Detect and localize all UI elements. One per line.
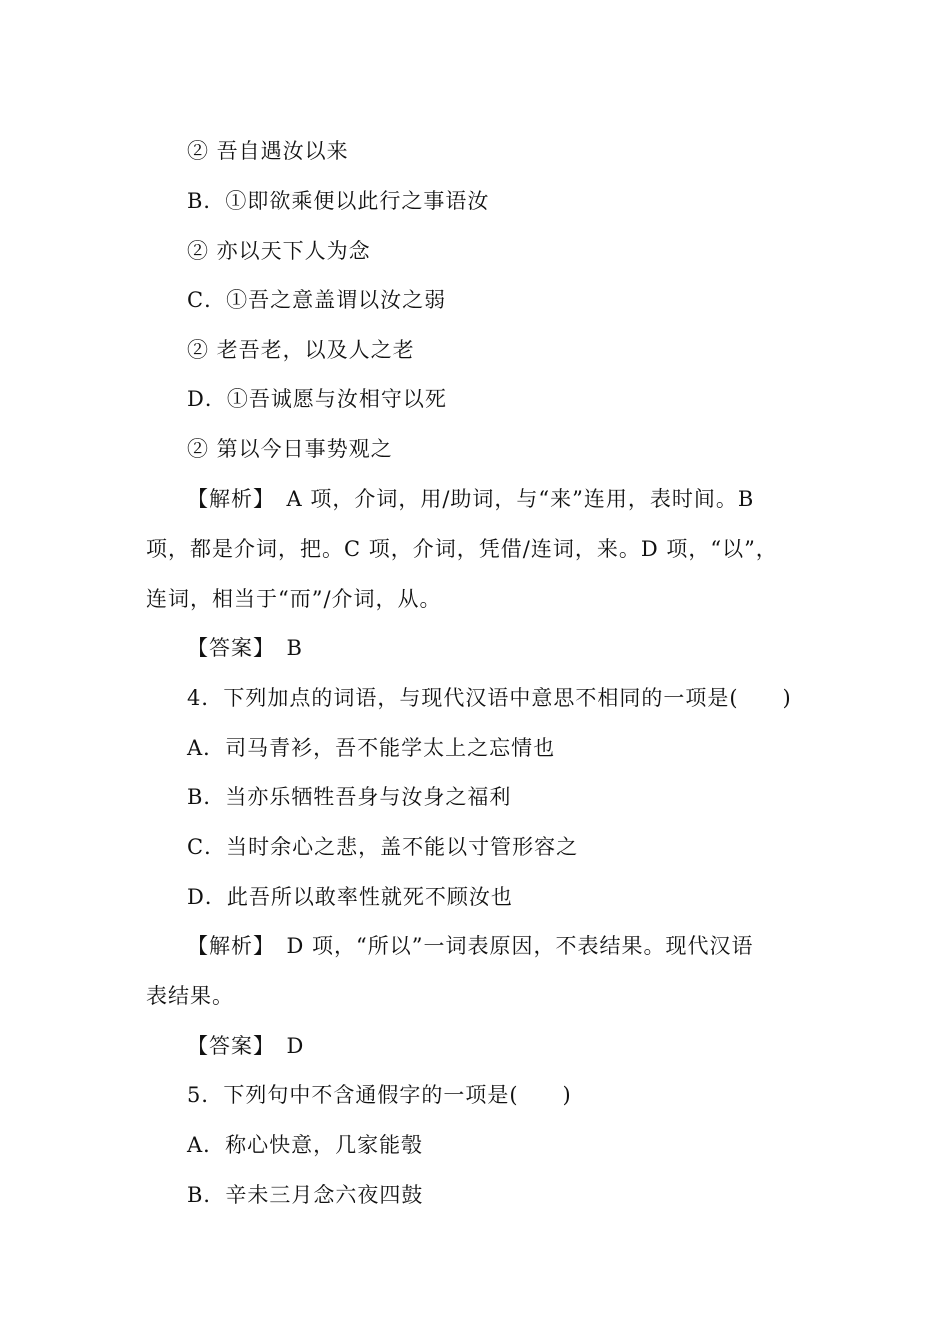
option-c-item-2: ② 老吾老，以及人之老	[187, 338, 415, 362]
option-c-item-1: C．①吾之意盖谓以汝之弱	[187, 288, 447, 312]
analysis-3-line-2: 项，都是介词，把。C 项，介词，凭借/连词，来。D 项，“以”，	[146, 537, 778, 561]
question-4-option-a: A．司马青衫，吾不能学太上之忘情也	[187, 736, 556, 760]
question-4-stem: 4．下列加点的词语，与现代汉语中意思不相同的一项是( )	[187, 686, 792, 710]
option-a-item-2: ② 吾自遇汝以来	[187, 139, 349, 163]
option-b-item-1: B．①即欲乘便以此行之事语汝	[187, 189, 490, 213]
question-4-option-d: D．此吾所以敢率性就死不顾汝也	[187, 885, 513, 909]
option-d-item-2: ② 第以今日事势观之	[187, 437, 393, 461]
analysis-3-line-1: 【解析】 A 项，介词，用/助词，与“来”连用，表时间。B	[187, 487, 755, 511]
question-5-option-a: A．称心快意，几家能彀	[187, 1133, 424, 1157]
question-5-stem: 5．下列句中不含通假字的一项是( )	[187, 1083, 572, 1107]
question-5-option-b: B．辛未三月念六夜四鼓	[187, 1183, 424, 1207]
answer-3: 【答案】 B	[187, 636, 303, 660]
analysis-3-line-3: 连词，相当于“而”/介词，从。	[146, 587, 442, 611]
question-4-option-c: C．当时余心之悲，盖不能以寸管形容之	[187, 835, 579, 859]
option-d-item-1: D．①吾诚愿与汝相守以死	[187, 387, 447, 411]
question-4-option-b: B．当亦乐牺牲吾身与汝身之福利	[187, 785, 512, 809]
option-b-item-2: ② 亦以天下人为念	[187, 239, 371, 263]
answer-4: 【答案】 D	[187, 1034, 305, 1058]
analysis-4-line-1: 【解析】 D 项，“所以”一词表原因，不表结果。现代汉语	[187, 934, 754, 958]
analysis-4-line-2: 表结果。	[146, 984, 234, 1008]
